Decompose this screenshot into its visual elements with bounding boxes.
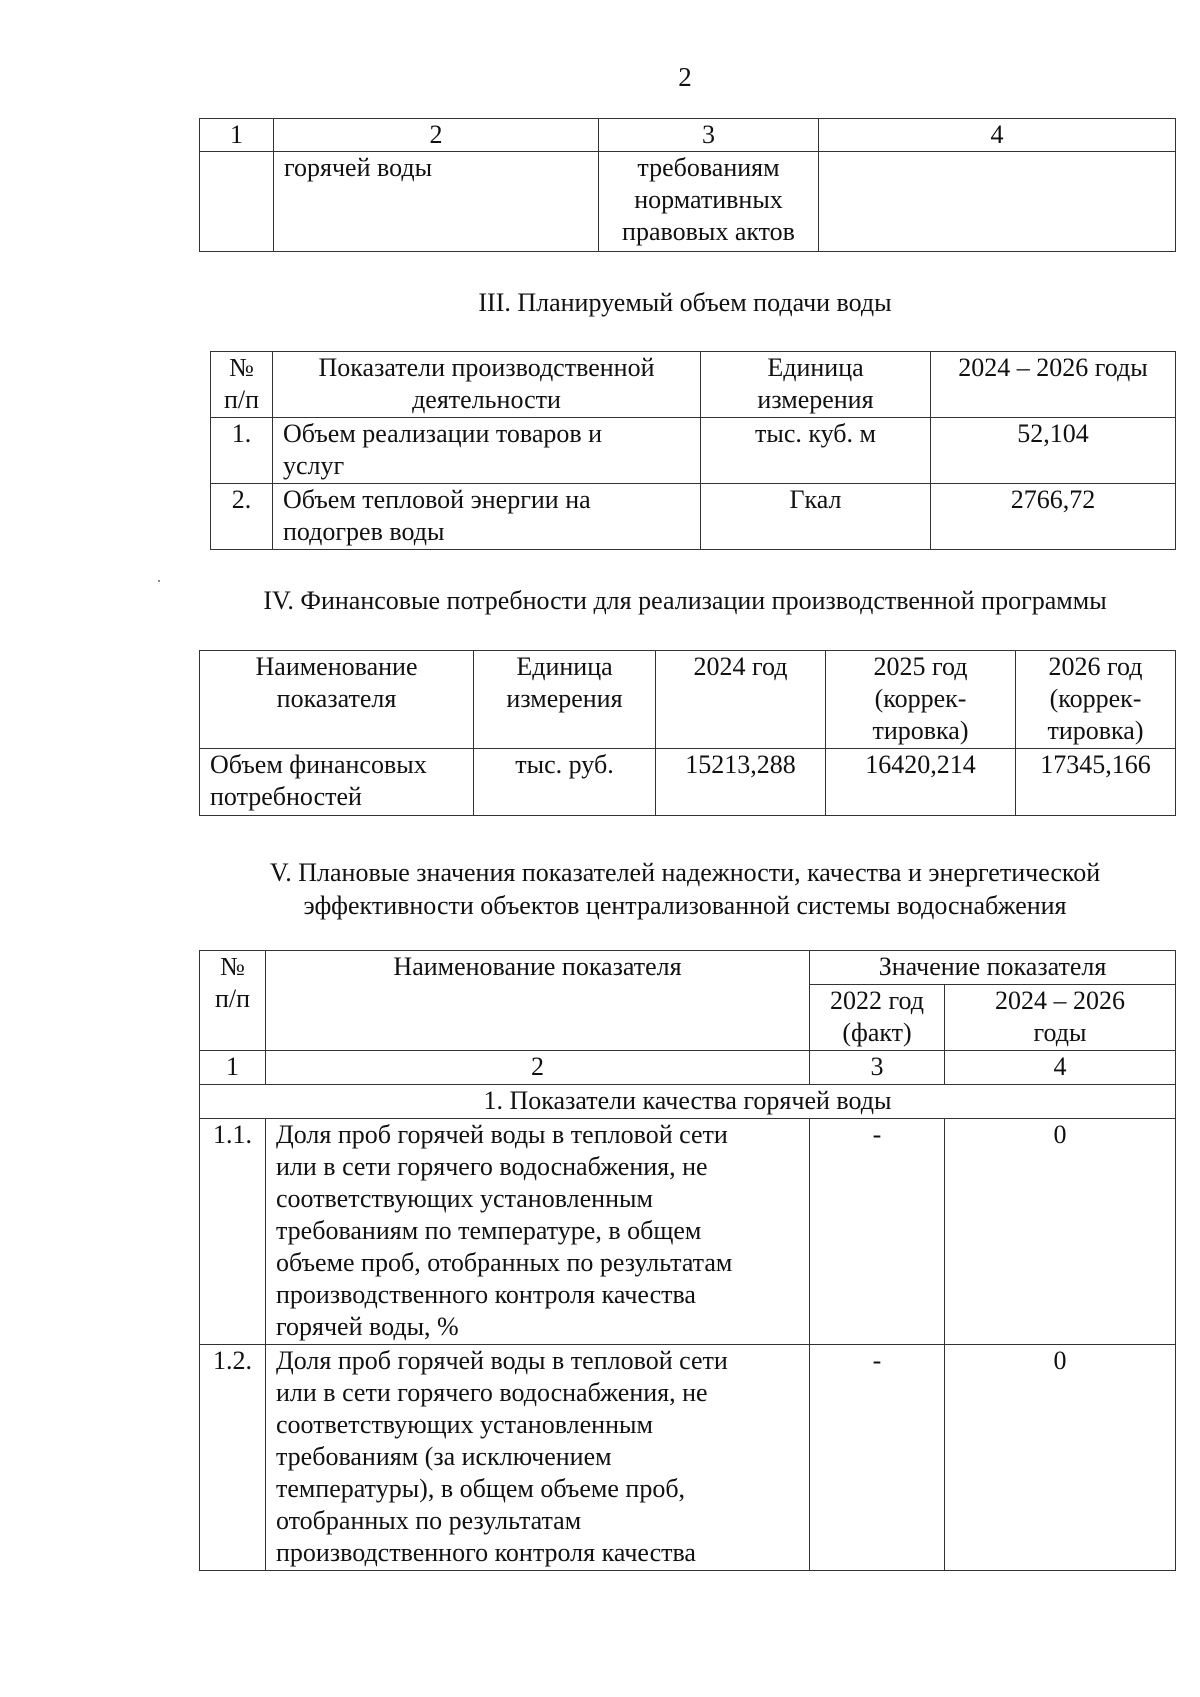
- header-cell: [200, 651, 474, 749]
- header-line: Показатели производственной: [318, 353, 655, 382]
- section-5-title: [0, 856, 1200, 922]
- cell-line: потребностей: [210, 782, 362, 811]
- row-number: 1.2.: [200, 1345, 266, 1571]
- row-name: [273, 484, 701, 550]
- header-line: (факт): [842, 1018, 912, 1047]
- table-cell: [599, 152, 819, 252]
- header-line: (коррек-: [1049, 684, 1142, 713]
- header-line: №: [229, 353, 254, 382]
- column-number: 4: [945, 1051, 1176, 1085]
- cell-line: производственного контроля качества: [276, 1280, 696, 1309]
- title-line: V. Плановые значения показателей надежности, качества и энергетической: [269, 858, 1101, 887]
- row-unit: тыс. руб.: [474, 749, 656, 816]
- indicators-table: [199, 950, 1176, 1571]
- header-line: тировка): [1047, 716, 1144, 745]
- fact-value: -: [810, 1119, 945, 1345]
- table-row: [211, 418, 1176, 484]
- table-row: [200, 1119, 1176, 1345]
- row-unit: тыс. куб. м: [701, 418, 931, 484]
- value-2025: 16420,214: [826, 749, 1016, 816]
- header-line: Единица: [516, 652, 613, 681]
- cell-line: отобранных по результатам: [276, 1506, 582, 1535]
- table-row: [200, 1345, 1176, 1571]
- cell-line: температуры), в общем объеме проб,: [276, 1474, 686, 1503]
- row-name: [266, 1119, 810, 1345]
- cell-line: горячей воды, %: [276, 1312, 459, 1341]
- cell-line: требованиям по температуре, в общем: [276, 1216, 702, 1245]
- header-cell: 2024 – 2026 годы: [931, 352, 1176, 418]
- cell-line: Объем реализации товаров и: [283, 419, 603, 448]
- header-line: показателя: [276, 684, 397, 713]
- header-cell: [474, 651, 656, 749]
- header-line: 2026 год: [1048, 652, 1143, 681]
- row-name: [200, 749, 474, 816]
- header-cell: [701, 352, 931, 418]
- value-2024: 15213,288: [656, 749, 826, 816]
- table-row: [211, 484, 1176, 550]
- cell-line: соответствующих установленным: [276, 1184, 653, 1213]
- cell-line: Доля проб горячей воды в тепловой сети: [276, 1346, 728, 1375]
- header-cell: [1016, 651, 1176, 749]
- header-cell: [826, 651, 1016, 749]
- cell-line: или в сети горячего водоснабжения, не: [276, 1152, 708, 1181]
- column-number-header: 1: [200, 119, 274, 152]
- table-row: [200, 749, 1176, 816]
- header-cell: [211, 352, 273, 418]
- column-number: 3: [810, 1051, 945, 1085]
- header-cell: [200, 951, 266, 1051]
- row-number: 1.: [211, 418, 273, 484]
- header-line: №: [220, 952, 245, 981]
- cell-line: соответствующих установленным: [276, 1410, 653, 1439]
- fact-value: -: [810, 1345, 945, 1571]
- header-line: 2022 год: [830, 986, 924, 1015]
- section-4-title: IV. Финансовые потребности для реализации производственной программы: [263, 586, 1107, 615]
- header-line: 2025 год: [873, 652, 968, 681]
- plan-value: 0: [945, 1119, 1176, 1345]
- cell-line: нормативных: [634, 185, 783, 214]
- cell-line: Объем тепловой энергии на: [283, 485, 591, 514]
- row-name: [266, 1345, 810, 1571]
- header-line: 2024 – 2026: [995, 986, 1125, 1015]
- column-number: 1: [200, 1051, 266, 1085]
- cell-line: Доля проб горячей воды в тепловой сети: [276, 1120, 728, 1149]
- header-line: измерения: [506, 684, 623, 713]
- row-value: 2766,72: [931, 484, 1176, 550]
- value-2026: 17345,166: [1016, 749, 1176, 816]
- page-number: 2: [678, 62, 692, 92]
- header-line: деятельности: [412, 385, 561, 414]
- cell-line: производственного контроля качества: [276, 1538, 696, 1567]
- header-line: п/п: [214, 984, 251, 1013]
- section-3-title: III. Планируемый объем подачи воды: [478, 288, 892, 317]
- header-line: тировка): [872, 716, 969, 745]
- cell-line: требованиям (за исключением: [276, 1442, 612, 1471]
- cell-line: или в сети горячего водоснабжения, не: [276, 1378, 708, 1407]
- financial-needs-table: [199, 650, 1176, 816]
- header-cell: [945, 985, 1176, 1051]
- water-volume-table: [210, 351, 1176, 550]
- header-cell: Значение показателя: [810, 951, 1176, 985]
- header-line: Единица: [767, 353, 864, 382]
- cell-line: правовых актов: [622, 217, 795, 246]
- header-line: измерения: [757, 385, 874, 414]
- header-cell: 2024 год: [656, 651, 826, 749]
- column-number: 2: [266, 1051, 810, 1085]
- cell-line: объеме проб, отобранных по результатам: [276, 1248, 733, 1277]
- scan-speck: [158, 580, 160, 582]
- table-cell: [200, 152, 274, 252]
- header-cell: Наименование показателя: [266, 951, 810, 1051]
- column-number-header: 3: [599, 119, 819, 152]
- header-line: годы: [1033, 1018, 1087, 1047]
- header-line: (коррек-: [874, 684, 967, 713]
- group-heading: 1. Показатели качества горячей воды: [200, 1085, 1176, 1119]
- cell-line: требованиям: [637, 153, 780, 182]
- row-name: [273, 418, 701, 484]
- cell-line: услуг: [283, 451, 345, 480]
- row-number: 2.: [211, 484, 273, 550]
- table-cell: [819, 152, 1176, 252]
- plan-value: 0: [945, 1345, 1176, 1571]
- header-line: п/п: [223, 385, 260, 414]
- table-cell: горячей воды: [274, 152, 599, 252]
- column-number-header: 4: [819, 119, 1176, 152]
- row-unit: Гкал: [701, 484, 931, 550]
- header-cell: [273, 352, 701, 418]
- cell-line: Объем финансовых: [210, 750, 427, 779]
- row-value: 52,104: [931, 418, 1176, 484]
- header-cell: [810, 985, 945, 1051]
- row-number: 1.1.: [200, 1119, 266, 1345]
- column-number-header: 2: [274, 119, 599, 152]
- title-line: эффективности объектов централизованной системы водоснабжения: [303, 891, 1067, 920]
- cell-line: подогрев воды: [283, 517, 445, 546]
- header-line: Наименование: [255, 652, 418, 681]
- continuation-table: [199, 118, 1176, 252]
